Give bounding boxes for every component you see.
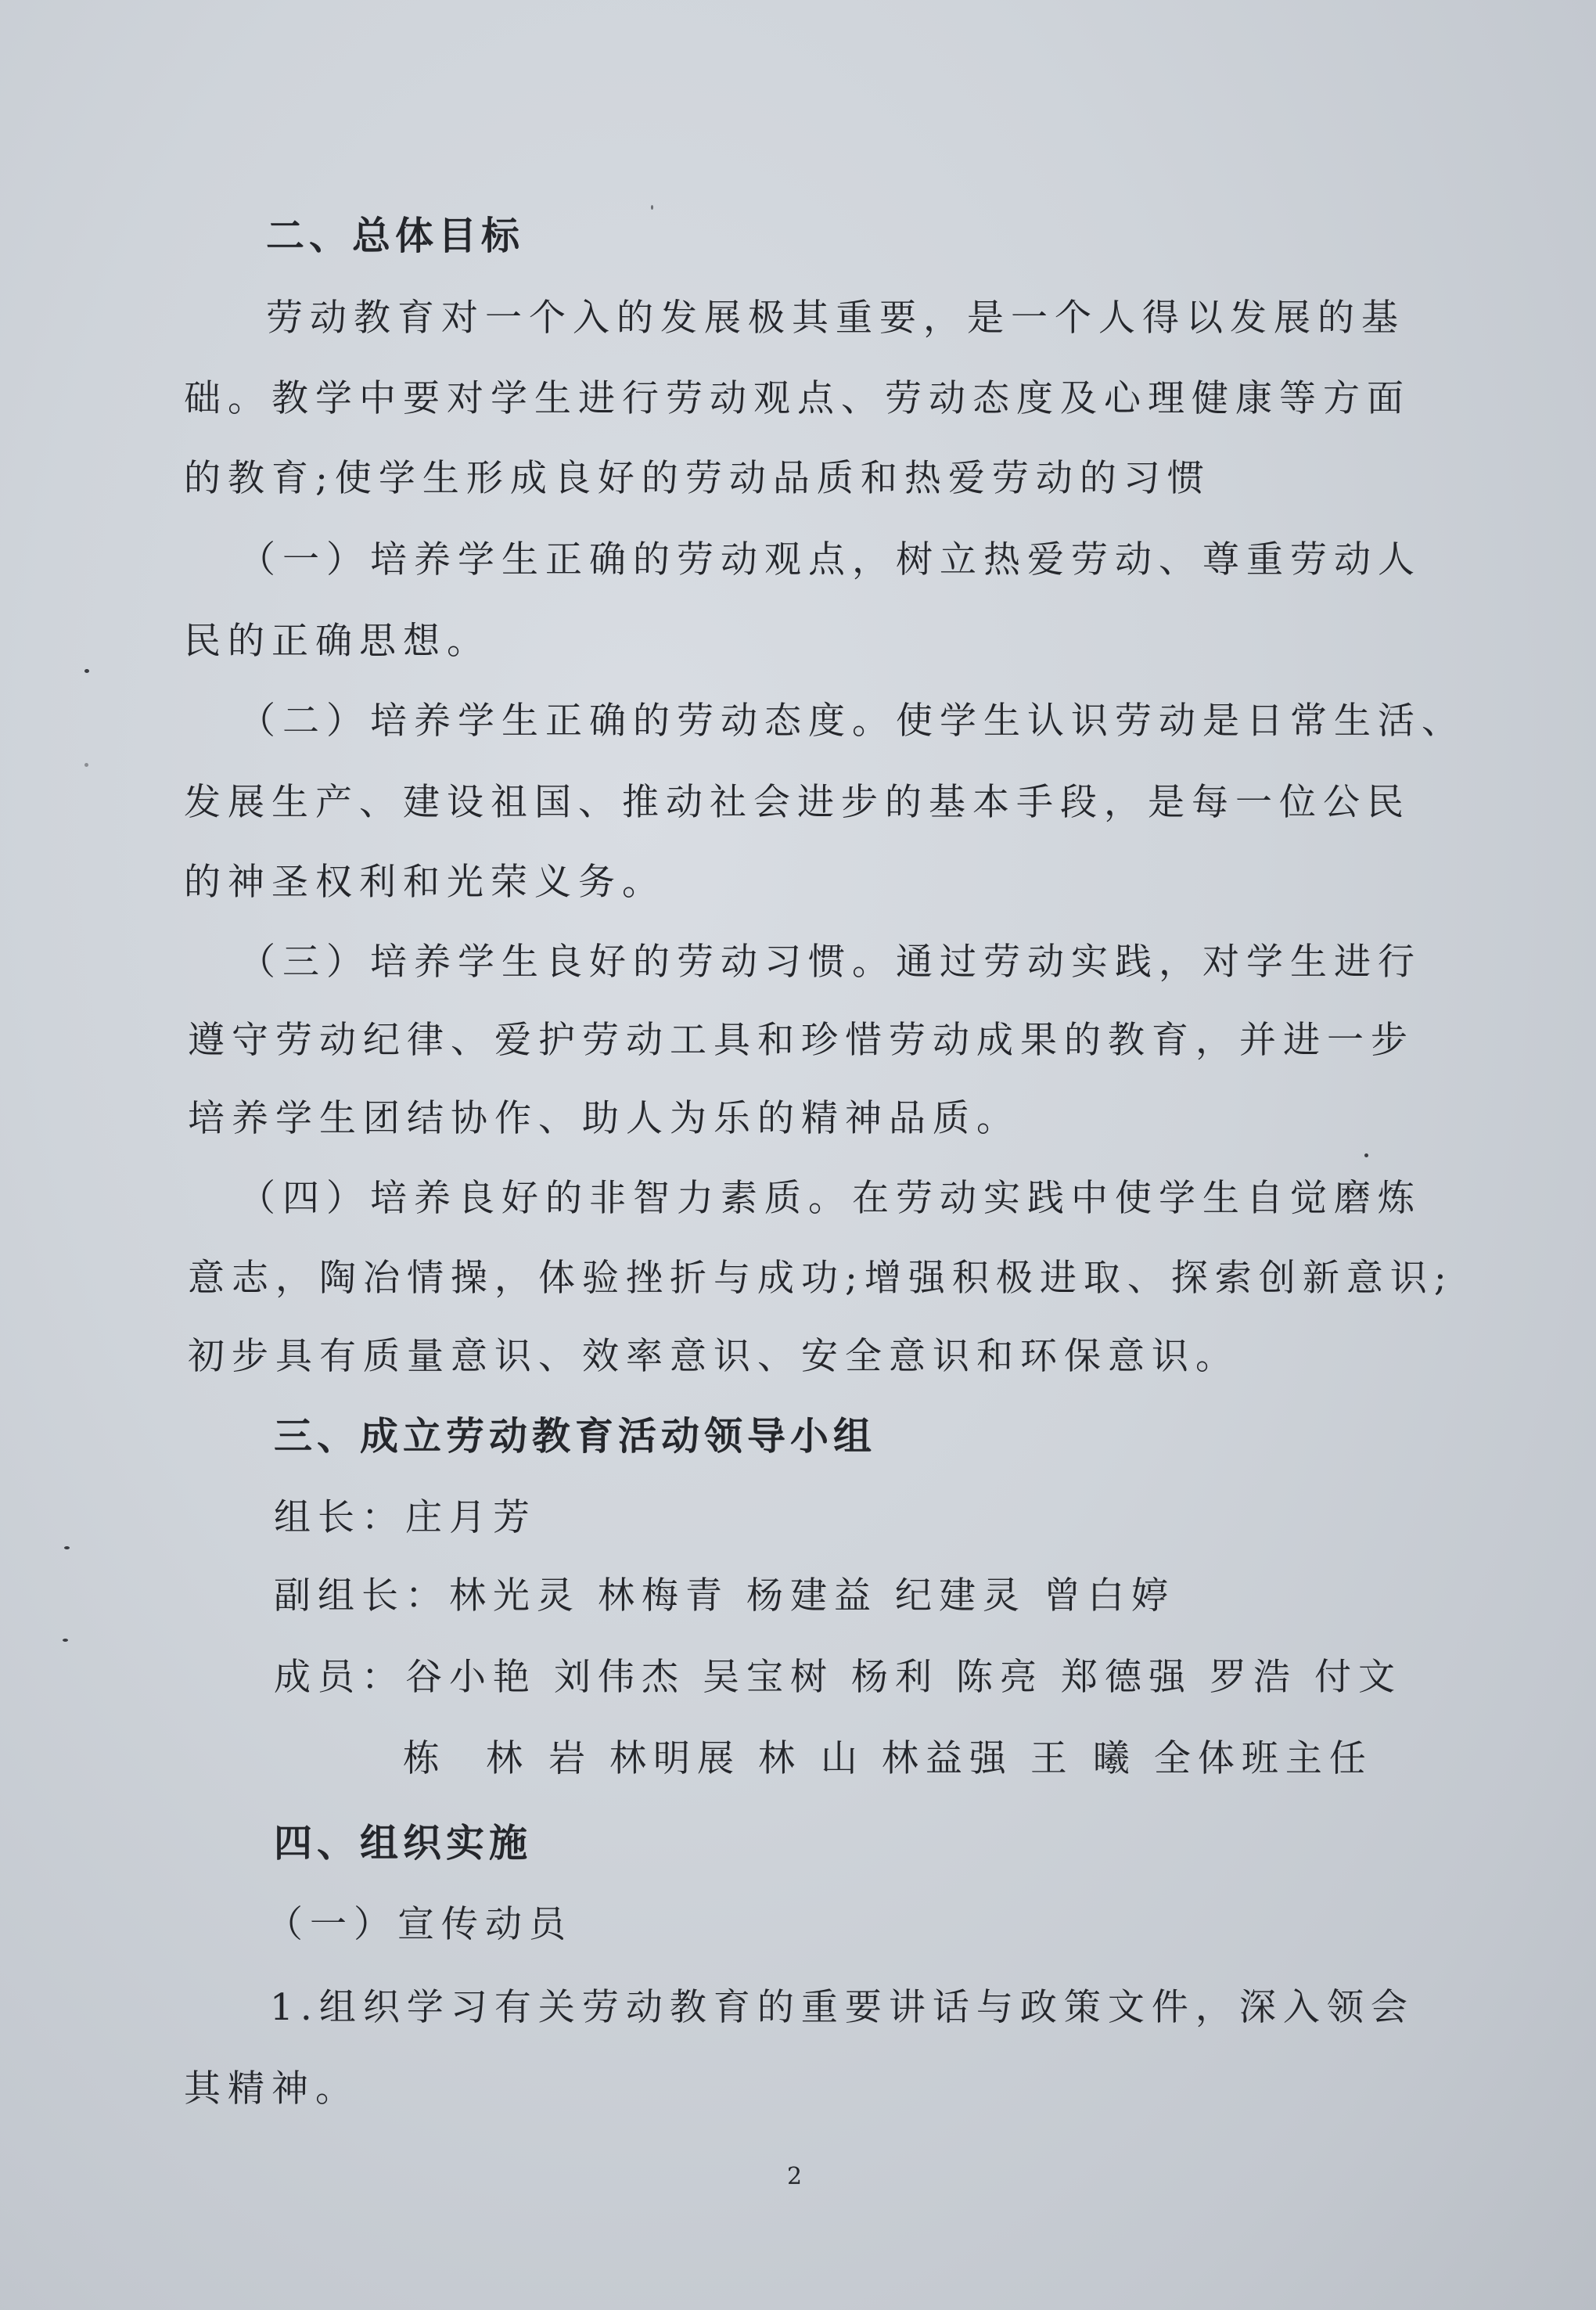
scan-speck (63, 1639, 68, 1642)
deputy-name: 林光灵 (449, 1574, 581, 1617)
member-name: 林 岩 (486, 1737, 592, 1780)
section4-sub1: （一）宣传动员 (266, 1903, 573, 1946)
intro-line-3: 的教育;使学生形成良好的劳动品质和热爱劳动的习惯 (184, 457, 1211, 500)
deputy-name: 纪建灵 (895, 1574, 1026, 1617)
deputy-name: 杨建益 (746, 1574, 878, 1617)
deputy-name: 曾白婷 (1044, 1574, 1175, 1617)
member-name: 郑德强 (1061, 1656, 1192, 1699)
scan-speck (651, 205, 653, 210)
member-name: 刘伟杰 (554, 1656, 685, 1699)
member-name: 陈亮 (956, 1656, 1044, 1699)
member-name: 罗浩 (1210, 1656, 1297, 1699)
scan-speck (84, 763, 88, 767)
deputy-row (274, 1573, 1192, 1620)
members-row-1 (274, 1654, 1402, 1701)
point1-line-1: 1.组织学习有关劳动教育的重要讲话与政策文件，深入领会 (270, 1986, 1414, 2029)
member-name: 吴宝树 (703, 1656, 834, 1699)
item3-line-2: 遵守劳动纪律、爱护劳动工具和珍惜劳动成果的教育，并进一步 (188, 1019, 1414, 1062)
member-name: 林益强 (881, 1737, 1013, 1780)
scan-speck (64, 1546, 70, 1549)
item2-line-2: 发展生产、建设祖国、推动社会进步的基本手段，是每一位公民 (184, 781, 1411, 824)
section3-heading: 三、成立劳动教育活动领导小组 (274, 1414, 877, 1459)
leader-line: 组长：庄月芳 (274, 1496, 537, 1539)
members-row-2 (403, 1736, 1373, 1783)
member-name: 谷小艳 (405, 1656, 537, 1699)
member-name: 林明展 (609, 1737, 741, 1780)
section4-heading: 四、组织实施 (274, 1821, 533, 1866)
item2-line-1: （二）培养学生正确的劳动态度。使学生认识劳动是日常生活、 (239, 700, 1465, 743)
section2-heading: 二、总体目标 (266, 214, 525, 258)
item1-line-2: 民的正确思想。 (184, 620, 491, 663)
scan-speck (1364, 1153, 1368, 1157)
intro-line-1: 劳动教育对一个入的发展极其重要，是一个人得以发展的基 (266, 297, 1405, 340)
point1-line-2: 其精神。 (184, 2067, 359, 2110)
intro-line-2: 础。教学中要对学生进行劳动观点、劳动态度及心理健康等方面 (184, 377, 1411, 420)
item1-line-1: （一）培养学生正确的劳动观点，树立热爱劳动、尊重劳动人 (239, 538, 1422, 581)
item3-line-1: （三）培养学生良好的劳动习惯。通过劳动实践，对学生进行 (239, 941, 1422, 984)
members-label: 成员： (274, 1656, 405, 1699)
deputy-name: 林梅青 (598, 1574, 729, 1617)
item4-line-3: 初步具有质量意识、效率意识、安全意识和环保意识。 (188, 1335, 1239, 1378)
member-name: 林 山 (757, 1737, 864, 1780)
scan-speck (84, 669, 89, 673)
member-name: 付文 (1314, 1656, 1402, 1699)
item2-line-3: 的神圣权利和光荣义务。 (184, 861, 666, 904)
member-name: 杨利 (851, 1656, 939, 1699)
item3-line-3: 培养学生团结协作、助人为乐的精神品质。 (188, 1097, 1020, 1140)
member-name: 全体班主任 (1153, 1737, 1373, 1780)
member-name: 王 曦 (1030, 1737, 1137, 1780)
deputy-label: 副组长： (274, 1574, 449, 1617)
item4-line-1: （四）培养良好的非智力素质。在劳动实践中使学生自觉磨炼 (239, 1177, 1422, 1220)
member-name: 栋 (403, 1737, 447, 1780)
page-number: 2 (787, 2163, 803, 2190)
item4-line-2: 意志，陶冶情操，体验挫折与成功;增强积极进取、探索创新意识; (188, 1257, 1454, 1300)
